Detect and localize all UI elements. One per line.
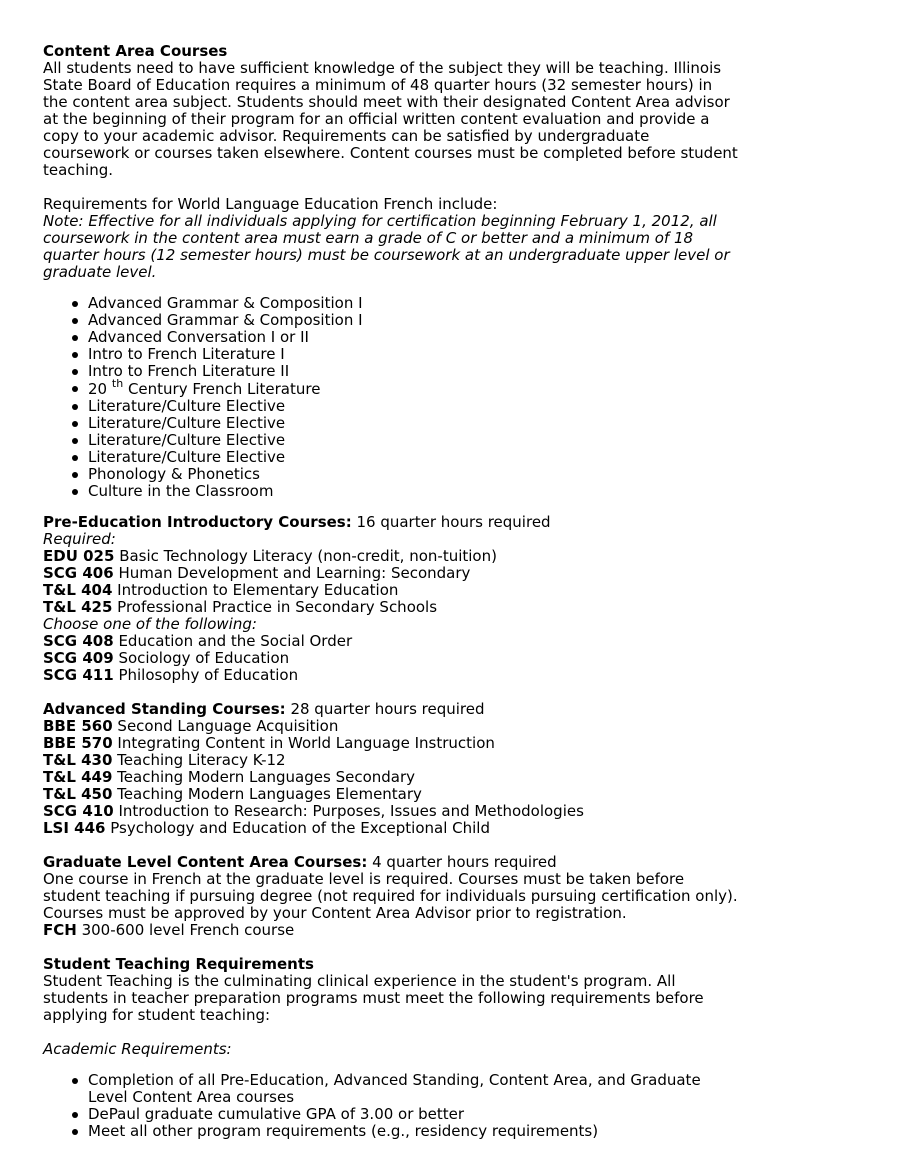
- academic-requirements-label: Academic Requirements:: [43, 1040, 232, 1058]
- course-code: BBE 560: [43, 717, 113, 735]
- student-teaching-paragraph: Student Teaching is the culminating clinical experience in the student's program. All students in teacher preparation programs must meet the following requirements before applying for student teaching:: [43, 972, 704, 1024]
- graduate-content-hours: 4 quarter hours required: [367, 853, 557, 871]
- course-code: T&L 404: [43, 581, 113, 599]
- requirements-intro: Requirements for World Language Education French include:: [43, 195, 498, 213]
- course-line: [43, 803, 743, 820]
- graduate-content-paragraph: One course in French at the graduate level is required. Courses must be taken before student teaching if pursuing degree (not required for individuals pursuing certification only). Courses must be approved by your Content Area Advisor prior to registration.: [43, 870, 738, 922]
- course-title: Integrating Content in World Language Instruction: [112, 734, 495, 752]
- list-item: Literature/Culture Elective: [88, 398, 743, 415]
- course-title: Teaching Modern Languages Elementary: [112, 785, 422, 803]
- course-code: T&L 450: [43, 785, 113, 803]
- list-item: Advanced Grammar & Composition I: [88, 312, 743, 329]
- pre-education-heading-line: [43, 514, 743, 531]
- century-number: 20: [88, 380, 108, 398]
- course-code: EDU 025: [43, 547, 115, 565]
- course-code: FCH: [43, 921, 77, 939]
- list-item: Literature/Culture Elective: [88, 415, 743, 432]
- course-title: Professional Practice in Secondary Schools: [112, 598, 438, 616]
- graduate-content-heading: Graduate Level Content Area Courses:: [43, 853, 368, 871]
- course-title: Human Development and Learning: Secondary: [113, 564, 471, 582]
- course-line: [43, 735, 743, 752]
- course-title: Second Language Acquisition: [112, 717, 339, 735]
- pre-education-hours: 16 quarter hours required: [351, 513, 551, 531]
- list-item: Completion of all Pre-Education, Advanced Standing, Content Area, and Graduate Level Content Area courses: [88, 1072, 738, 1106]
- course-title: Teaching Modern Languages Secondary: [112, 768, 416, 786]
- course-line: [43, 548, 743, 565]
- course-line: [43, 769, 743, 786]
- advanced-standing-heading-line: [43, 701, 743, 718]
- course-title: Philosophy of Education: [113, 666, 299, 684]
- course-code: T&L 449: [43, 768, 113, 786]
- course-code: LSI 446: [43, 819, 106, 837]
- graduate-content-heading-line: [43, 854, 743, 871]
- list-item: Intro to French Literature II: [88, 363, 743, 380]
- list-item: Literature/Culture Elective: [88, 449, 743, 466]
- required-label: Required:: [43, 530, 116, 548]
- list-item: Intro to French Literature I: [88, 346, 743, 363]
- list-item: Advanced Conversation I or II: [88, 329, 743, 346]
- course-code: SCG 409: [43, 649, 114, 667]
- choose-label: Choose one of the following:: [43, 615, 257, 633]
- list-item: Culture in the Classroom: [88, 483, 743, 500]
- course-title: Psychology and Education of the Exceptional Child: [105, 819, 490, 837]
- course-code: T&L 430: [43, 751, 113, 769]
- student-teaching-heading: Student Teaching Requirements: [43, 955, 314, 973]
- list-item: Phonology & Phonetics: [88, 466, 743, 483]
- list-item: Advanced Grammar & Composition I: [88, 295, 743, 312]
- course-line: [43, 752, 743, 769]
- content-area-paragraph: All students need to have sufficient knowledge of the subject they will be teaching. Illinois State Board of Education requires a minimum of 48 quarter hours (32 semester hours) in the content area subject. Students should meet with their designated Content Area advisor at the beginning of their program for an official written content evaluation and provide a copy to your academic advisor. Requirements can be satisfied by undergraduate coursework or courses taken elsewhere. Content courses must be completed before student teaching.: [43, 59, 738, 179]
- course-title: Sociology of Education: [113, 649, 290, 667]
- certification-note: Note: Effective for all individuals applying for certification beginning February 1, 2012, all coursework in the content area must earn a grade of C or better and a minimum of 18 quarter hours (12 semester hours) must be coursework at an undergraduate upper level or graduate level.: [43, 212, 730, 281]
- course-line: [43, 922, 743, 939]
- list-item: Meet all other program requirements (e.g., residency requirements): [88, 1123, 738, 1140]
- course-line: [43, 786, 743, 803]
- course-title: Basic Technology Literacy (non-credit, non-tuition): [114, 547, 497, 565]
- course-code: SCG 408: [43, 632, 114, 650]
- century-text: Century French Literature: [123, 380, 321, 398]
- course-code: SCG 411: [43, 666, 114, 684]
- course-line: [43, 599, 743, 616]
- course-code: SCG 410: [43, 802, 114, 820]
- course-code: SCG 406: [43, 564, 114, 582]
- list-item: [88, 377, 743, 398]
- course-title: 300-600 level French course: [76, 921, 295, 939]
- pre-education-heading: Pre-Education Introductory Courses:: [43, 513, 352, 531]
- course-title: Education and the Social Order: [113, 632, 353, 650]
- course-code: T&L 425: [43, 598, 113, 616]
- course-line: [43, 667, 743, 684]
- course-line: [43, 650, 743, 667]
- content-area-heading: Content Area Courses: [43, 42, 228, 60]
- course-line: [43, 565, 743, 582]
- course-line: [43, 582, 743, 599]
- document-content: [43, 43, 743, 1140]
- academic-requirements-list: [43, 1072, 738, 1140]
- list-item: DePaul graduate cumulative GPA of 3.00 or better: [88, 1106, 738, 1123]
- course-title: Introduction to Research: Purposes, Issues and Methodologies: [113, 802, 584, 820]
- advanced-standing-hours: 28 quarter hours required: [285, 700, 485, 718]
- course-title: Teaching Literacy K-12: [112, 751, 286, 769]
- course-line: [43, 820, 743, 837]
- course-line: [43, 633, 743, 650]
- advanced-standing-heading: Advanced Standing Courses:: [43, 700, 286, 718]
- century-superscript: th: [111, 377, 124, 390]
- course-line: [43, 718, 743, 735]
- french-course-list: [43, 295, 743, 500]
- list-item: Literature/Culture Elective: [88, 432, 743, 449]
- course-title: Introduction to Elementary Education: [112, 581, 399, 599]
- course-code: BBE 570: [43, 734, 113, 752]
